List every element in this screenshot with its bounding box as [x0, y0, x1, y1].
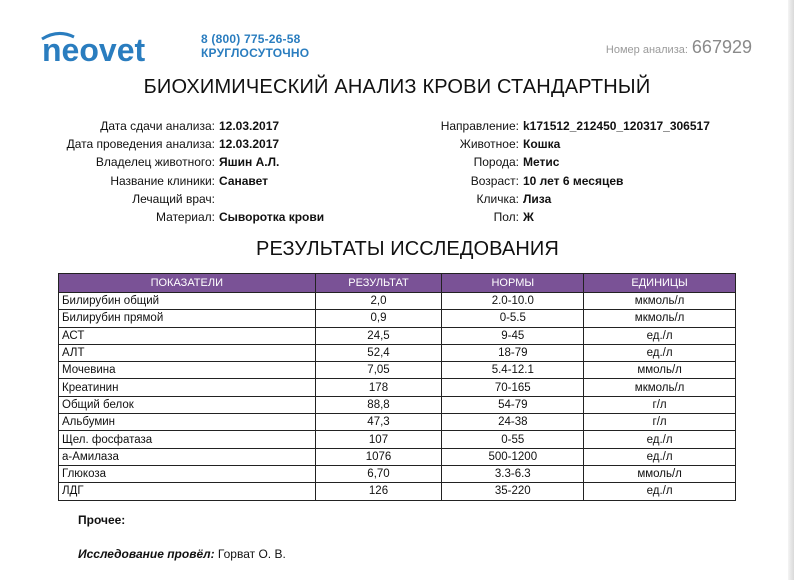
performer-line: [78, 547, 286, 561]
phone-number[interactable]: 8 (800) 775-26-58: [201, 32, 301, 46]
cell-result: 24,5: [315, 327, 442, 344]
cell-result: 178: [315, 379, 442, 396]
table-row: [59, 448, 736, 465]
cell-unit: мкмоль/л: [584, 310, 736, 327]
cell-indicator: Билирубин прямой: [59, 310, 316, 327]
table-row: [59, 483, 736, 500]
info-label: Возраст:: [470, 173, 519, 188]
cell-indicator: Глюкоза: [59, 465, 316, 482]
info-label: Пол:: [493, 210, 519, 225]
cell-unit: ммоль/л: [584, 362, 736, 379]
cell-result: 0,9: [315, 310, 442, 327]
cell-norm: 9-45: [442, 327, 584, 344]
cell-unit: ммоль/л: [584, 465, 736, 482]
info-value: Санавет: [219, 173, 269, 188]
info-label: Лечащий врач:: [132, 191, 215, 206]
info-label: Кличка:: [476, 191, 519, 206]
cell-unit: г/л: [584, 396, 736, 413]
cell-indicator: АСТ: [59, 327, 316, 344]
cell-norm: 54-79: [442, 396, 584, 413]
info-value: k171512_212450_120317_306517: [523, 119, 710, 133]
patient-info-right: [0, 117, 710, 226]
cell-indicator: Креатинин: [59, 379, 316, 396]
phone-note: КРУГЛОСУТОЧНО: [201, 46, 310, 60]
info-value: Яшин А.Л.: [219, 155, 280, 170]
info-value: Ж: [523, 210, 534, 225]
cell-unit: ед./л: [584, 344, 736, 361]
cell-indicator: а-Амилаза: [59, 448, 316, 465]
cell-norm: 0-55: [442, 431, 584, 448]
cell-unit: ед./л: [584, 431, 736, 448]
cell-unit: ед./л: [584, 327, 736, 344]
cell-norm: 0-5.5: [442, 310, 584, 327]
info-value: Лиза: [523, 191, 552, 206]
info-row-nickname: [0, 190, 710, 208]
table-row: [59, 362, 736, 379]
info-row-animal: [0, 135, 710, 153]
column-header-norms: НОРМЫ: [442, 274, 584, 293]
info-value: Сыворотка крови: [219, 210, 325, 225]
info-label: Животное:: [459, 137, 519, 152]
info-value: 10 лет 6 месяцев: [523, 173, 624, 188]
info-label: Владелец животного:: [95, 155, 215, 170]
cell-result: 2,0: [315, 293, 442, 310]
page-title: БИОХИМИЧЕСКИЙ АНАЛИЗ КРОВИ СТАНДАРТНЫЙ: [143, 76, 651, 98]
cell-norm: 500-1200: [442, 448, 584, 465]
column-header-indicator: ПОКАЗАТЕЛИ: [59, 274, 316, 293]
cell-norm: 5.4-12.1: [442, 362, 584, 379]
cell-indicator: Мочевина: [59, 362, 316, 379]
cell-result: 7,05: [315, 362, 442, 379]
info-value: 12.03.2017: [219, 137, 280, 152]
table-row: [59, 327, 736, 344]
cell-norm: 35-220: [442, 483, 584, 500]
info-row-referral: [0, 117, 710, 135]
cell-norm: 24-38: [442, 414, 584, 431]
cell-unit: г/л: [584, 414, 736, 431]
cell-norm: 3.3-6.3: [442, 465, 584, 482]
info-label: Порода:: [473, 155, 519, 170]
table-row: [59, 293, 736, 310]
cell-unit: ед./л: [584, 483, 736, 500]
results-table: [58, 273, 736, 501]
cell-result: 126: [315, 483, 442, 500]
cell-norm: 70-165: [442, 379, 584, 396]
table-row: [59, 431, 736, 448]
cell-indicator: Альбумин: [59, 414, 316, 431]
info-value: Метис: [523, 155, 560, 170]
neovet-logo: [40, 27, 200, 67]
cell-unit: мкмоль/л: [584, 379, 736, 396]
other-label: Прочее:: [78, 513, 126, 527]
info-row-breed: [0, 153, 710, 171]
cell-result: 88,8: [315, 396, 442, 413]
cell-result: 52,4: [315, 344, 442, 361]
results-title: РЕЗУЛЬТАТЫ ИССЛЕДОВАНИЯ: [256, 238, 559, 260]
cell-indicator: АЛТ: [59, 344, 316, 361]
cell-result: 1076: [315, 448, 442, 465]
table-row: [59, 344, 736, 361]
table-row: [59, 414, 736, 431]
info-label: Дата сдачи анализа:: [100, 119, 215, 133]
info-label: Материал:: [156, 210, 215, 225]
info-value: 12.03.2017: [219, 119, 280, 133]
cell-result: 107: [315, 431, 442, 448]
order-number-block: [606, 37, 752, 58]
logo-text: neovet: [42, 32, 146, 67]
table-row: [59, 396, 736, 413]
table-header-row: [59, 274, 736, 293]
phone-block: [201, 32, 309, 60]
table-row: [59, 465, 736, 482]
info-label: Направление:: [440, 119, 519, 133]
cell-indicator: Общий белок: [59, 396, 316, 413]
info-value: Кошка: [523, 137, 561, 152]
cell-result: 6,70: [315, 465, 442, 482]
order-label: Номер анализа:: [605, 44, 688, 56]
table-row: [59, 310, 736, 327]
info-label: Дата проведения анализа:: [66, 137, 215, 152]
order-number: 667929: [691, 37, 752, 57]
cell-norm: 18-79: [442, 344, 584, 361]
cell-norm: 2.0-10.0: [442, 293, 584, 310]
cell-unit: мкмоль/л: [584, 293, 736, 310]
info-row-sex: [0, 208, 710, 226]
performer-name: Горват О. В.: [217, 547, 286, 561]
cell-indicator: ЛДГ: [59, 483, 316, 500]
info-label: Название клиники:: [110, 173, 215, 188]
cell-indicator: Щел. фосфатаза: [59, 431, 316, 448]
column-header-result: РЕЗУЛЬТАТ: [315, 274, 442, 293]
cell-result: 47,3: [315, 414, 442, 431]
info-row-age: [0, 172, 710, 190]
cell-unit: ед./л: [584, 448, 736, 465]
table-row: [59, 379, 736, 396]
performer-label: Исследование провёл:: [78, 547, 215, 561]
cell-indicator: Билирубин общий: [59, 293, 316, 310]
column-header-units: ЕДИНИЦЫ: [584, 274, 736, 293]
